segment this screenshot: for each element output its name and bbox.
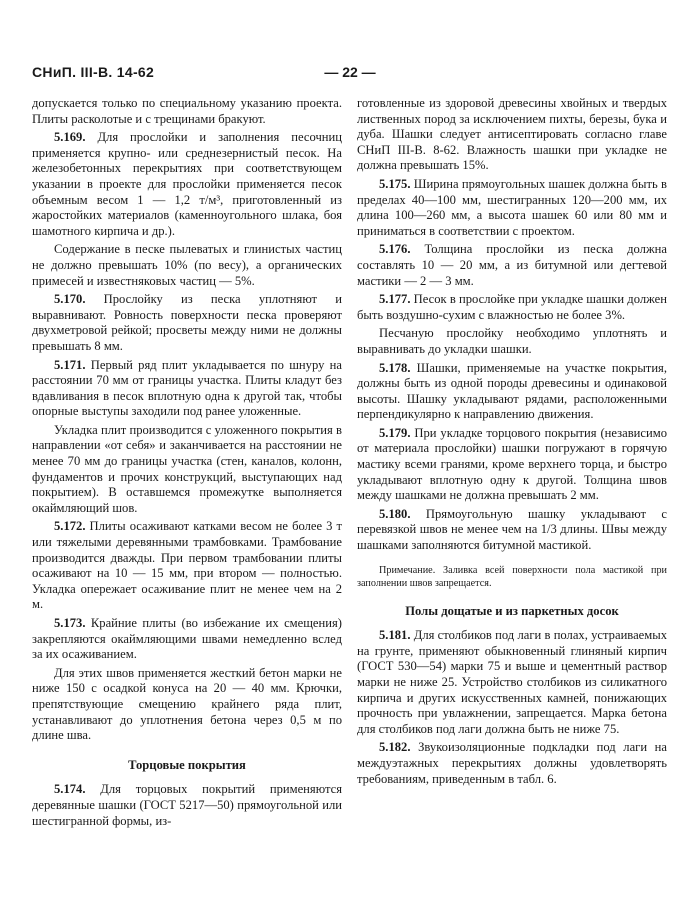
clause-number: 5.182. bbox=[379, 740, 411, 755]
clause-number: 5.171. bbox=[54, 357, 86, 372]
clause-number: 5.173. bbox=[54, 616, 86, 630]
paragraph-text: допускается только по специальному указанию проекта. Плиты расколотые и с трещинами бракуют. bbox=[32, 96, 342, 126]
left-column bbox=[32, 96, 342, 829]
paragraph-text: Шашки, применяемые на участке покрытия, должны быть из одной породы древесины и одинаковой высоты. Шашку укладывают рядами, расположенными перпендикулярно к направлению движения. bbox=[357, 360, 667, 422]
paragraph bbox=[32, 519, 342, 613]
paragraph bbox=[32, 96, 342, 127]
paragraph-text: Крайние плиты (во избежание их смещения) закрепляются окаймляющими швами немедленно вслед за их осаживанием. bbox=[32, 616, 342, 662]
paragraph bbox=[357, 326, 667, 357]
page-header bbox=[26, 64, 674, 84]
paragraph-text: Для прослойки и заполнения песочниц применяется крупно- или среднезернистый песок. На железобетонных перекрытиях при соответствующем указании в проекте для прослойки применяется песок объемным весом 1 — 1,2 т/м³, приготовленный из жаростойких материалов (каменноугольного шлака, боя шамотного кирпича и др.). bbox=[32, 130, 342, 238]
paragraph bbox=[32, 292, 342, 354]
clause-number: 5.178. bbox=[379, 360, 411, 375]
paragraph-text: Укладка плит производится с уложенного покрытия в направлении «от себя» и заканчивается на расстоянии не менее 70 мм до границы участка (стен, каналов, колонн, фундаментов и прочих конструкций, выступающих над покрытием). В оставшемся промежутке выполняется окаймляющий шов. bbox=[32, 422, 342, 515]
paragraph-text: Песок в прослойке при укладке шашки должен быть воздушно-сухим с влажностью не более 3%. bbox=[357, 292, 667, 322]
paragraph-text: Для столбиков под лаги в полах, устраиваемых на грунте, применяют обыкновенный глиняный кирпич (ГОСТ 530—54) марки 75 и выше и цементный раствор марки не ниже 25. Устройство столбиков из силикатного кирпича и других искусственных камней, понижающих прочность при увлажнении, запрещается. Марка бетона для столбиков под лаги должна быть не ниже 75. bbox=[357, 628, 667, 736]
paragraph bbox=[357, 361, 667, 423]
paragraph-text: Плиты осаживают катками весом не более 3 т или тяжелыми деревянными трамбовками. Трамбование производится дважды. При первом трамбовании плиты осаживают на 10 — 15 мм, при втором — полностью. Укладка опережает осаживание плит не менее чем на 2 м. bbox=[32, 519, 342, 612]
clause-number: 5.177. bbox=[379, 292, 411, 307]
paragraph bbox=[32, 358, 342, 420]
paragraph-text: Первый ряд плит укладывается по шнуру на расстоянии 70 мм от границы участка. Плиты кладут без вдавливания в песок вплотную одна к другой так, чтобы опорные выступы заходили под ранее уложенные. bbox=[32, 357, 342, 419]
paragraph-text: Для этих швов применяется жесткий бетон марки не ниже 150 с осадкой конуса на 20 — 40 мм. Крючки, препятствующие смещению крайнего ряда плит, устанавливают до уплотнения бетона через 0,5 м по длине шва. bbox=[32, 665, 342, 743]
paragraph-text: Звукоизоляционные подкладки под лаги на междуэтажных перекрытиях должны удовлетворять требованиям, приведенным в табл. 6. bbox=[357, 740, 667, 786]
clause-number: 5.176. bbox=[379, 242, 411, 257]
paragraph bbox=[32, 616, 342, 663]
clause-number: 5.181. bbox=[379, 628, 411, 643]
clause-number: 5.170. bbox=[54, 292, 86, 307]
paragraph-text: готовленные из здоровой древесины хвойных и твердых лиственных пород за исключением пихты, березы, бука и дуба. Шашки следует антисептировать согласно главе СНиП III-В. 8-62. Влажность шашки при укладке не должна превышать 15%. bbox=[357, 96, 667, 173]
page-number: — 22 — bbox=[324, 64, 376, 80]
paragraph bbox=[32, 130, 342, 239]
paragraph-text: Прямоугольную шашку укладывают с перевязкой швов не менее чем на 1/3 длины. Швы между шашками заполняются битумной мастикой. bbox=[357, 506, 667, 553]
document-code: СНиП. III-В. 14-62 bbox=[32, 64, 155, 80]
paragraph-text: Толщина прослойки из песка должна составлять 10 — 20 мм, а из битумной или дегтевой мастики — 2 — 3 мм. bbox=[357, 242, 667, 288]
paragraph bbox=[32, 782, 342, 829]
paragraph bbox=[357, 740, 667, 787]
clause-number: 5.179. bbox=[379, 425, 411, 440]
paragraph bbox=[32, 242, 342, 289]
paragraph bbox=[32, 423, 342, 517]
paragraph bbox=[357, 628, 667, 737]
section-heading: Торцовые покрытия bbox=[128, 757, 246, 772]
paragraph bbox=[357, 242, 667, 289]
paragraph bbox=[357, 96, 667, 174]
clause-number: 5.175. bbox=[379, 176, 411, 191]
paragraph-text: Прослойку из песка уплотняют и выравнивают. Ровность поверхности песка проверяют двухметровой рейкой; просветы между ними не должны превышать 8 мм. bbox=[32, 292, 342, 353]
paragraph bbox=[357, 177, 667, 239]
paragraph-text: Ширина прямоугольных шашек должна быть в пределах 40—100 мм, шестигранных 120—200 мм, их длина 100—260 мм, а высота шашек 60 или 80 мм и приниматься в соответствии с проектом. bbox=[357, 176, 667, 238]
right-column bbox=[357, 96, 667, 787]
clause-number: 5.172. bbox=[54, 519, 86, 534]
paragraph-text: Для торцовых покрытий применяются деревянные шашки (ГОСТ 5217—50) прямоугольной или шестигранной формы, из- bbox=[32, 782, 342, 828]
paragraph bbox=[357, 292, 667, 323]
clause-number: 5.174. bbox=[54, 782, 86, 797]
paragraph bbox=[357, 507, 667, 554]
note: Примечание. Заливка всей поверхности пола мастикой при заполнении швов запрещается. bbox=[357, 564, 667, 589]
paragraph-text: Содержание в песке пылеватых и глинистых частиц не должно превышать 10% (по весу), а органических примесей и известняковых частиц — 5%. bbox=[32, 242, 342, 288]
paragraph bbox=[32, 666, 342, 744]
clause-number: 5.169. bbox=[54, 130, 86, 145]
paragraph bbox=[357, 426, 667, 504]
section-heading: Полы дощатые и из паркетных досок bbox=[405, 603, 619, 618]
clause-number: 5.180. bbox=[379, 506, 411, 521]
paragraph-text: Песчаную прослойку необходимо уплотнять и выравнивать до укладки шашки. bbox=[357, 326, 667, 356]
paragraph-text: При укладке торцового покрытия (независимо от материала прослойки) шашки погружают в горячую мастику всеми гранями, кроме верхнего торца, и быстро укладывают вплотную одну к другой. Толщина швов между шашками не должна превышать 2 мм. bbox=[357, 425, 667, 503]
